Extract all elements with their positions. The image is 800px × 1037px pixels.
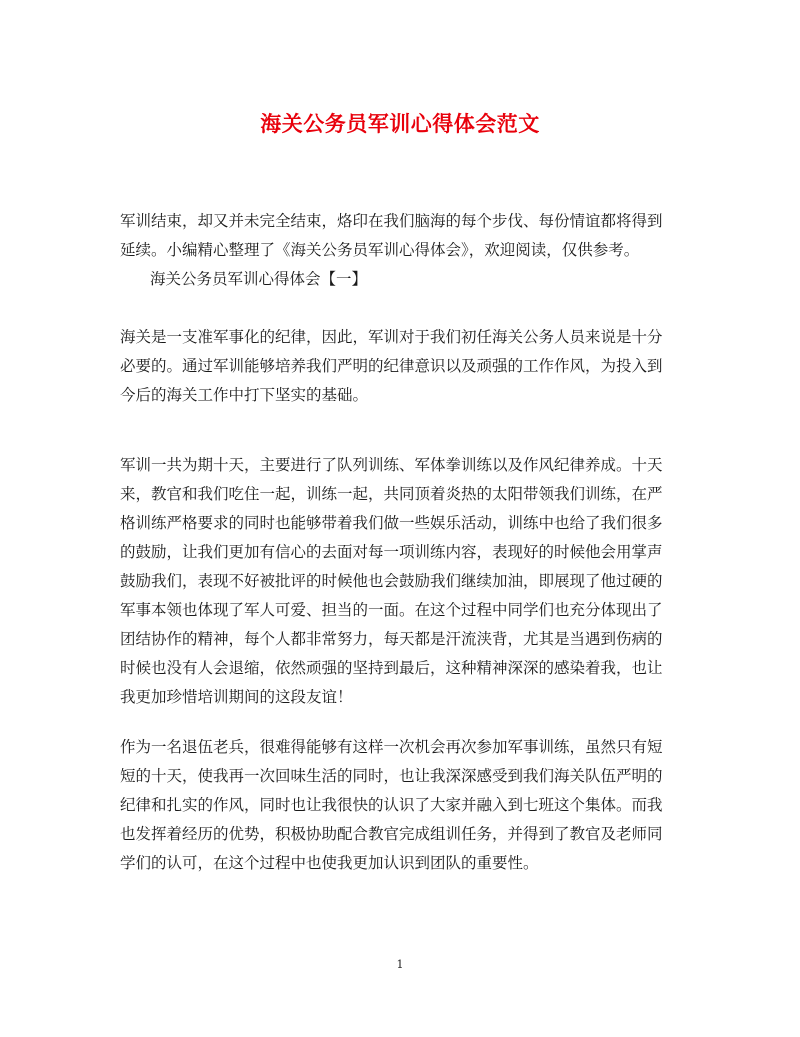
paragraph-line: 必要的。通过军训能够培养我们严明的纪律意识以及顽强的工作作风，为投入到: [120, 357, 663, 375]
paragraph-3: [120, 733, 680, 878]
paragraph-line: 短的十天，使我再一次回味生活的同时，也让我深深感受到我们海关队伍严明的: [120, 767, 663, 785]
paragraph-line: 海关是一支准军事化的纪律，因此，军训对于我们初任海关公务人员来说是十分: [120, 328, 663, 346]
paragraph-line: 纪律和扎实的作风，同时也让我很快的认识了大家并融入到七班这个集体。而我: [120, 796, 663, 814]
section-heading: 海关公务员军训心得体会【一】: [150, 270, 368, 288]
paragraph-line: 时候也没有人会退缩，依然顽强的坚持到最后，这种精神深深的感染着我，也让: [120, 659, 663, 677]
paragraph-line: 作为一名退伍老兵，很难得能够有这样一次机会再次参加军事训练，虽然只有短: [120, 738, 663, 756]
paragraph-2: [120, 451, 680, 712]
paragraph-line: 鼓励我们，表现不好被批评的时候他也会鼓励我们继续加油，即展现了他过硬的: [120, 572, 663, 590]
paragraph-line: 也发挥着经历的优势，积极协助配合教官完成组训任务，并得到了教官及老师同: [120, 825, 663, 843]
intro-paragraph: [120, 207, 680, 294]
paragraph-line: 格训练严格要求的同时也能够带着我们做一些娱乐活动，训练中也给了我们很多: [120, 514, 663, 532]
paragraph-line: 团结协作的精神，每个人都非常努力，每天都是汗流浃背，尤其是当遇到伤病的: [120, 630, 663, 648]
paragraph-line: 学们的认可，在这个过程中也使我更加认识到团队的重要性。: [120, 854, 539, 872]
paragraph-line: 军事本领也体现了军人可爱、担当的一面。在这个过程中同学们也充分体现出了: [120, 601, 663, 619]
paragraph-1: [120, 323, 680, 410]
paragraph-line: 今后的海关工作中打下坚实的基础。: [120, 386, 369, 404]
intro-line: 军训结束，却又并未完全结束，烙印在我们脑海的每个步伐、每份情谊都将得到: [120, 212, 663, 230]
intro-line: 延续。小编精心整理了《海关公务员军训心得体会》，欢迎阅读，仅供参考。: [120, 241, 640, 259]
paragraph-line: 我更加珍惜培训期间的这段友谊！: [120, 688, 353, 706]
paragraph-line: 来，教官和我们吃住一起，训练一起，共同顶着炎热的太阳带领我们训练，在严: [120, 485, 663, 503]
page-number: 1: [396, 958, 404, 971]
document-title: 海关公务员军训心得体会范文: [260, 111, 540, 136]
paragraph-line: 的鼓励，让我们更加有信心的去面对每一项训练内容，表现好的时候他会用掌声: [120, 543, 663, 561]
paragraph-line: 军训一共为期十天，主要进行了队列训练、军体拳训练以及作风纪律养成。十天: [120, 456, 663, 474]
